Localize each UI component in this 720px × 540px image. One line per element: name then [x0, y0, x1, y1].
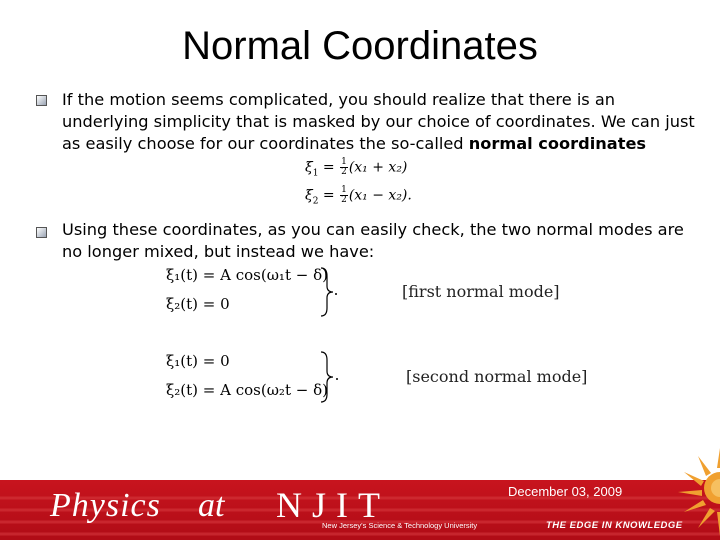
mode1-line1: ξ₁(t) = A cos(ω₁t − δ): [166, 266, 328, 284]
equation-xi1: [305, 158, 407, 178]
bullet-marker: [36, 95, 47, 106]
mode2-brace: [318, 350, 342, 404]
footer-at: at: [198, 487, 225, 524]
mode2-line1: ξ₁(t) = 0: [166, 352, 230, 370]
eq2-rhs: (x₁ − x₂).: [348, 187, 412, 204]
bullet-text-2: [62, 219, 702, 263]
bullet-marker: [36, 227, 47, 238]
eq2-eq: =: [318, 187, 340, 204]
bullet-2-text: Using these coordinates, as you can easily check, the two normal modes are no longer mixed, but instead we have:: [62, 220, 684, 261]
mode1-line2: ξ₂(t) = 0: [166, 295, 230, 313]
eq2-lhs: ξ: [305, 187, 313, 204]
mode1-label: [first normal mode]: [402, 282, 560, 301]
eq1-lhs: ξ: [305, 159, 313, 176]
bullet-1-text: If the motion seems complicated, you should realize that there is an underlying simplicity that is masked by our choice of coordinates. We can just as easily choose for our coordinates the so-called: [62, 90, 695, 153]
eq1-sub: 1: [312, 168, 319, 179]
eq1-frac: [340, 158, 348, 177]
bullet-1-bold: normal coordinates: [468, 134, 647, 153]
eq2-frac: [340, 186, 348, 205]
eq2-sub: 2: [312, 196, 319, 207]
sun-logo-icon: [668, 420, 720, 540]
mode1-brace: [318, 266, 340, 318]
eq1-eq: =: [318, 159, 340, 176]
mode2-line2: ξ₂(t) = A cos(ω₂t − δ): [166, 381, 328, 399]
eq1-frac-num: 1: [341, 157, 347, 167]
footer-tagline: THE EDGE IN KNOWLEDGE: [546, 520, 683, 531]
equation-xi2: [305, 186, 412, 206]
eq1-frac-den: 2: [341, 167, 347, 177]
footer-university: New Jersey's Science & Technology University: [322, 521, 478, 530]
mode2-label: [second normal mode]: [406, 367, 588, 386]
footer-date: December 03, 2009: [508, 484, 623, 499]
eq1-rhs: (x₁ + x₂): [348, 159, 408, 176]
footer-njit-logo: NJIT: [276, 485, 390, 525]
eq2-frac-den: 2: [341, 195, 347, 205]
slide-title: Normal Coordinates: [182, 24, 538, 68]
footer-physics: Physics: [50, 487, 161, 524]
eq2-frac-num: 1: [341, 185, 347, 195]
footer: [0, 455, 720, 540]
bullet-text-1: [62, 89, 702, 155]
